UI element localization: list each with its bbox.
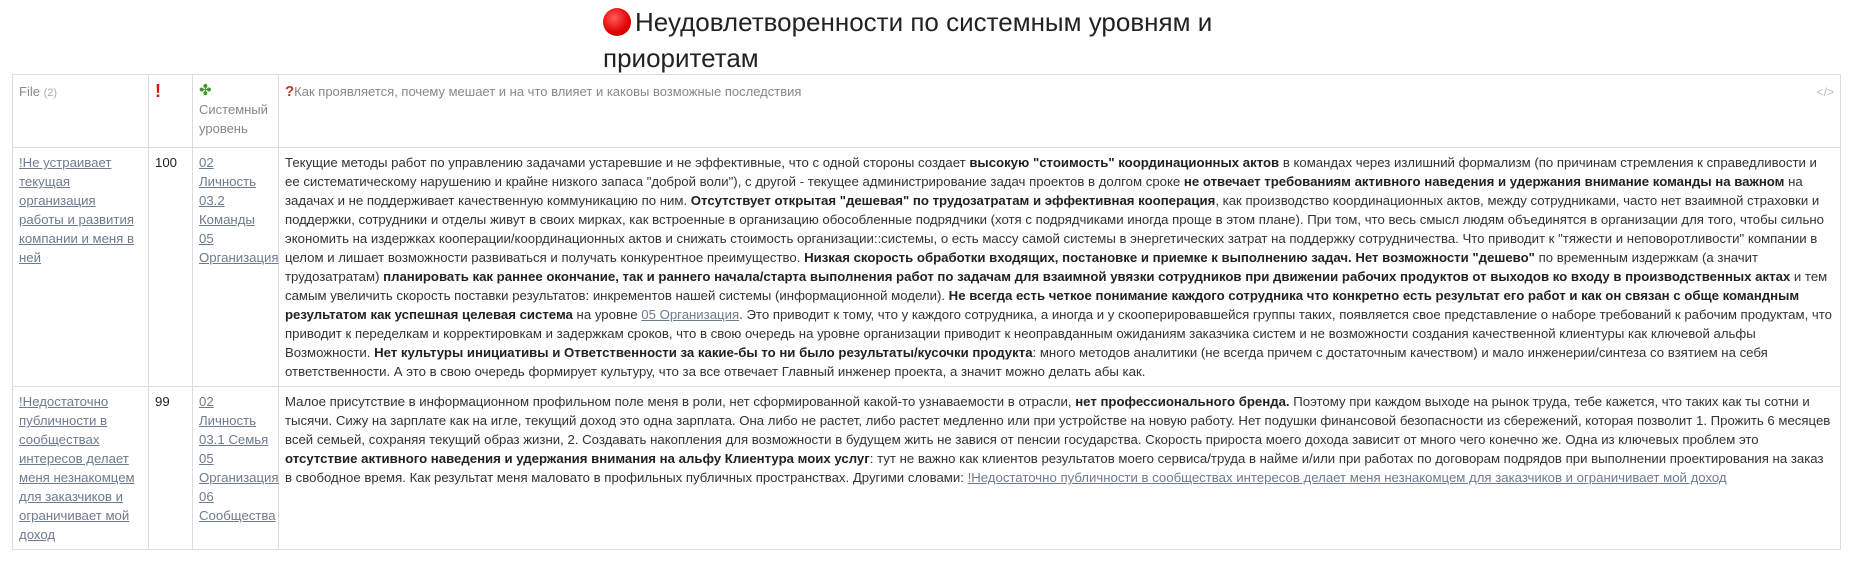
column-header-desc[interactable] (279, 75, 1841, 148)
table-row (13, 148, 1841, 387)
level-link[interactable]: 02 Личность (199, 394, 257, 428)
page-title-text: Неудовлетворенности по системным уровням и приоритетам (603, 7, 1213, 73)
column-header-level[interactable] (193, 75, 279, 148)
level-cell (193, 387, 279, 550)
level-link[interactable]: 03.1 Семья (199, 432, 269, 447)
file-count-badge: (2) (43, 87, 58, 99)
desc-bold: Не всегда есть четкое понимание каждого сотрудника что конкретно есть результат его работ и как он связан с обще командным результатом как успешная целевая система (285, 288, 1800, 322)
question-icon: ? (285, 83, 295, 100)
desc-bold: планировать как раннее окончание, так и раннего начала/старта выполнения работ по задачам для взаимной увязки сотрудников при движении рабочих продуктов от выходов ко входу в производственных актах (383, 269, 1791, 284)
file-link[interactable]: !Недостаточно публичности в сообществах интересов делает меня незнакомцем для заказчиков и ограничивает мой доход (19, 394, 135, 542)
description-cell (279, 148, 1841, 387)
clover-icon: ✤ (199, 82, 212, 99)
column-header-desc-label: Как проявляется, почему мешает и на что влияет и каковы возможные последствия (294, 84, 802, 99)
desc-text: в командах через излишний формализм (по причинам стремления к справедливости и ее систематическому нарушению и крайне низкого запаса "доброй воли"), с другой - текущее администрирование задач проектов в долгом сроке (285, 155, 1817, 189)
desc-bold: Низкая скорость обработки входящих, постановке и приемке к выполнению задач. Нет возможности "дешево" (804, 250, 1535, 265)
level-link[interactable]: 06 Сообщества (199, 489, 276, 523)
level-link[interactable]: 02 Личность (199, 155, 257, 189)
dataview-table (12, 74, 1841, 550)
red-circle-icon (603, 8, 631, 36)
inline-link[interactable]: 05 Организация (641, 307, 740, 322)
desc-bold: отсутствие активного наведения и удержания внимания на альфу Клиентура моих услуг (285, 451, 870, 466)
desc-text: на задачах и не поддерживает качественную коммуникацию по ним. (285, 174, 1803, 208)
desc-bold: высокую "стоимость" координационных актов (969, 155, 1280, 170)
priority-cell: 99 (149, 387, 193, 550)
inline-link[interactable]: !Недостаточно публичности в сообществах интересов делает меня незнакомцем для заказчиков и ограничивает мой доход (967, 470, 1727, 485)
desc-bold: Нет культуры инициативы и Ответственности за какие-бы то ни было результаты/кусочки продукта (374, 345, 1033, 360)
desc-text: Текущие методы работ по управлению задачами устаревшие и не эффективные, что с одной стороны создает (285, 155, 970, 170)
description-cell (279, 387, 1841, 550)
level-link[interactable]: 05 Организация (199, 231, 279, 265)
level-cell (193, 148, 279, 387)
desc-text: : тут не важно как клиентов результатов моего сервиса/труда в найме и/или при работах по договорам подрядов при выполнении проектирования на заказ в свободное время. Как результат меня маловато в профильных публичных пространствах. Другими словами: (285, 451, 1824, 485)
desc-bold: не отвечает требованиям активного наведения и удержания внимание команды на важном (1183, 174, 1785, 189)
desc-text: Поэтому при каждом выходе на рынок труда, тебе кажется, что таких как ты сотни и тысячи. Сижу на зарплате как на игле, текущий доход это одна зарплата. Она либо не растет, либо растет медленно или при устройстве на новую работу. Нет подушки финансовой безопасности из сбережений, которая позволит 1. Прожить 6 месяцев всей семьей, сохраняя текущий образ жизни, 2. Создавать накопления для возможности в будущем жить не завися от пенсии государства. Скорость прироста моего дохода зависит от много чего конечно же. Одна из ключевых проблем это (285, 394, 1831, 447)
desc-text: . Это приводит к тому, что у каждого сотрудника, а иногда и у скооперировавшейся группы таких, появляется свое представление о наборе требований к рабочим продуктам, что приводит к переделкам и корректировкам и задержкам сроков, что в свою очередь на уровне организации приводит к неоправданным ожиданиям заказчика систем и не возможности создания качественной клиентуры как ключевой альфы Возможности. (285, 307, 1833, 360)
desc-text: , как производство координационных актов, между сотрудниками, часто нет взаимной страховки и поддержки, сотрудники и отделы живут в своих мирках, как встроенные в организацию обособленные подрядчики (хотя с подрядчиками иногда проще в этом плане). При том, что весь смысл людям объединятся в организации для того, чтобы сильно экономить на издержках кооперации/координационных актов и снижать стоимость организации::системы, о есть массу самой системы в энергетических затрат на поддержку сотрудничества. Что приводит к "тяжести и неповоротливости" компании в целом и лишает возможности развиваться и получать конкурентное преимущество. (285, 193, 1824, 265)
desc-text: Малое присутствие в информационном профильном поле меня в роли, нет сформированной какой-то узнаваемости в отрасли, (285, 394, 1076, 409)
exclamation-icon: ! (155, 81, 161, 101)
file-link[interactable]: !Не устраивает текущая организация работы и развития компании и меня в ней (19, 155, 134, 265)
priority-cell: 100 (149, 148, 193, 387)
file-cell (13, 148, 149, 387)
desc-text: и тем самым увеличить скорость поставки результатов: инкрементов нашей системы (информационной модели). (285, 269, 1828, 303)
desc-text: : много методов аналитики (не всегда причем с достаточным качеством) и мало инженерии/синтеза со взятием на себя ответственности. А это в свою очередь формирует культуру, что за все отвечает Главный инженер проекта, а значит можно делать абы как. (285, 345, 1768, 379)
desc-text: по временным издержкам (а значит трудозатратам) (285, 250, 1759, 284)
column-header-file[interactable] (13, 75, 149, 148)
desc-bold: нет профессионального бренда. (1075, 394, 1290, 409)
code-view-icon[interactable]: </> (1816, 85, 1834, 99)
column-header-level-label: Системный уровень (199, 102, 268, 136)
level-link[interactable]: 03.2 Команды (199, 193, 255, 227)
desc-text: на уровне (572, 307, 642, 322)
level-link[interactable]: 05 Организация (199, 451, 279, 485)
desc-bold: Отсутствует открытая "дешевая" по трудозатратам и эффективная кооперация (690, 193, 1216, 208)
table-header-row (13, 75, 1841, 148)
table-row (13, 387, 1841, 550)
page-title (603, 4, 1243, 76)
column-header-priority[interactable] (149, 75, 193, 148)
file-cell (13, 387, 149, 550)
column-header-file-label: File (19, 84, 40, 99)
